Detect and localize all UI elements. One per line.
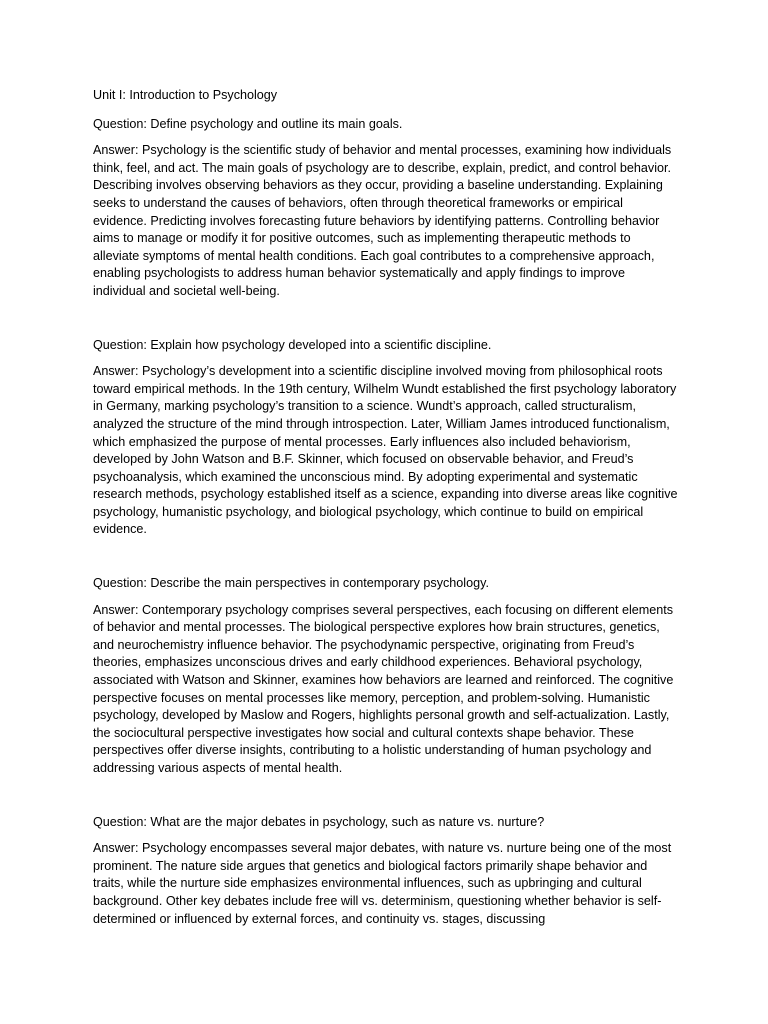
question-1: Question: Define psychology and outline its main goals. [93, 116, 403, 131]
qa-block-3 [93, 575, 678, 778]
qa-block-2 [93, 337, 678, 540]
question-2: Question: Explain how psychology developed into a scientific discipline. [93, 337, 492, 352]
question-4: Question: What are the major debates in psychology, such as nature vs. nurture? [93, 814, 545, 829]
answer-2: Answer: Psychology’s development into a scientific discipline involved moving from philosophical roots toward empirical methods. In the 19th century, Wilhelm Wundt established the first psychology laboratory in Germany, marking psychology’s transition to a science. Wundt’s approach, called structuralism, analyzed the structure of the mind through introspection. Later, William James introduced functionalism, which emphasized the purpose of mental processes. Early influences also included behaviorism, developed by John Watson and B.F. Skinner, which focused on observable behavior, and Freud’s psychoanalysis, which examined the unconscious mind. By adopting experimental and systematic research methods, psychology established itself as a science, expanding into diverse areas like cognitive psychology, humanistic psychology, and biological psychology, which continue to build on empirical evidence. [93, 364, 678, 537]
answer-4: Answer: Psychology encompasses several major debates, with nature vs. nurture being one of the most prominent. The nature side argues that genetics and biological factors primarily shape behavior and traits, while the nurture side emphasizes environmental influences, such as upbringing and cultural background. Other key debates include free will vs. determinism, questioning whether behavior is self-determined or influenced by external forces, and continuity vs. stages, discussing [93, 841, 672, 926]
unit-title: Unit I: Introduction to Psychology [93, 88, 278, 102]
question-3: Question: Describe the main perspectives in contemporary psychology. [93, 576, 489, 591]
answer-1: Answer: Psychology is the scientific study of behavior and mental processes, examining how individuals think, feel, and act. The main goals of psychology are to describe, explain, predict, and control behavior. Describing involves observing behaviors as they occur, providing a baseline understanding. Explaining seeks to understand the causes of behaviors, often through theoretical frameworks or empirical evidence. Predicting involves forecasting future behaviors by identifying patterns. Controlling behavior aims to manage or modify it for positive outcomes, such as implementing therapeutic methods to alleviate symptoms of mental health conditions. Each goal contributes to a comprehensive approach, enabling psychologists to address human behavior systematically and apply findings to improve individual and societal well-being. [93, 143, 672, 298]
answer-3: Answer: Contemporary psychology comprises several perspectives, each focusing on different elements of behavior and mental processes. The biological perspective explores how brain structures, genetics, and neurochemistry influence behavior. The psychodynamic perspective, originating from Freud’s theories, emphasizes unconscious drives and early childhood experiences. Behavioral psychology, associated with Watson and Skinner, examines how behaviors are learned and reinforced. The cognitive perspective focuses on mental processes like memory, perception, and problem-solving. Humanistic psychology, developed by Maslow and Rogers, highlights personal growth and self-actualization. Lastly, the sociocultural perspective investigates how social and cultural contexts shape behavior. These perspectives offer diverse insights, contributing to a holistic understanding of human psychology and addressing various aspects of mental health. [93, 602, 674, 775]
document-page [93, 87, 678, 928]
qa-block-1 [93, 116, 678, 301]
qa-block-4 [93, 814, 678, 929]
